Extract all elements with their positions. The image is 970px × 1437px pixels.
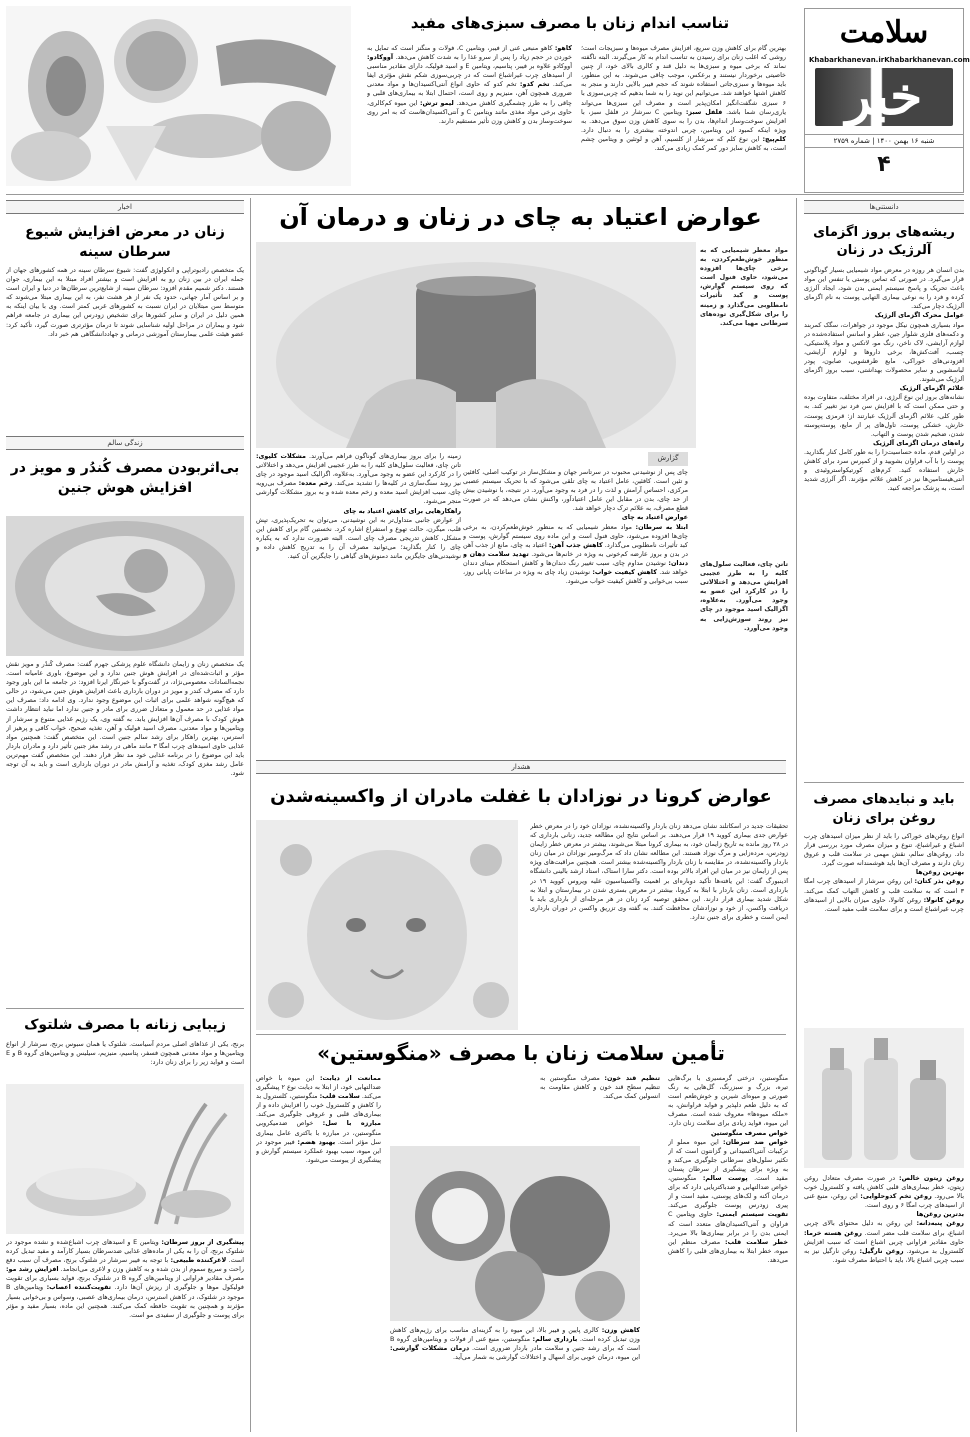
left-news-3-title: زیبایی زنانه با مصرف شلتوک <box>24 1017 226 1033</box>
left-news-2-kicker: زندگی سالم <box>6 436 244 450</box>
mangosteen-photo <box>390 1146 640 1321</box>
right-col-body1: بدن انسان هر روزه در معرض مواد شیمیایی بسیار گوناگونی قرار می‌گیرد. در صورتی که تماس پوستی یا تنفس این مواد باعث تحریک و پاسخ سیستم ایمنی بدن شود، ایجاد آلرژی کرده و فرد را به نوعی بیماری التهابی پوست به نام اگزمای آلرژیک دچار می‌کند. عوامل محرک اگزمای آلرژیک مواد بسیاری همچون نیکل موجود در جواهرات، سگک کمربند و دکمه‌های فلزی شلوار جین، عطر و اسانس استفاده‌شده در لوازم آرایشی، لاک ناخن، رنگ مو، لاتکس و مواد پلاستیکی، چسب، آفت‌کش‌ها، برخی داروها و لوازم آرایشی، افزودنی‌های خوراکی، مایع ظرفشویی، صابون، پودر لباسشویی و سایر محصولات بهداشتی، سبب بروز اگزمای آلرژیک می‌شوند. علائم اگزمای آلرژیک نشانه‌های بروز این نوع آلرژی، در افراد مختلف، متفاوت بوده و حتی ممکن است که با افزایش سن فرد نیز تغییر کند. به طور کلی، علائم اگزمای آلرژیک عبارتند از: قرمزی پوست، خارش، خشکی پوست، تاول‌های پر از مایع، پوسته‌پوسته شدن، ضخیم شدن پوست و التهاب. راه‌های درمان اگزمای آلرژیک در اولین قدم، ماده حساسیت‌زا را به طور کامل کنار بگذارید. پوست را با آب فراوان بشویید و از کمپرس سرد برای کاهش خارش استفاده کنید. کرم‌های کورتیکواستروئیدی و آنتی‌هیستامین‌ها نیز در کاهش علائم مؤثرند. اگر آلرژی شدید است، به پزشک مراجعه کنید. <box>804 266 964 493</box>
left-news-3-body: پیشگیری از بروز سرطان: ویتامین E و اسیدهای چرب اشباع‌شده و نشده موجود در شلتوک برنج، آن را به یکی از ماده‌های غذایی ضدسرطان بسیار کارآمد و مفید تبدیل کرده است. لاغرکننده طبیعی: با توجه به فیبر سرشار در شلتوک برنج، مصرف آن سبب دفع راحت و سریع سموم از بدن شده و به کاهش وزن و لاغری می‌انجامد. افزایش رشد مو: مصرف مقادیر فراوانی از ویتامین‌های گروه B در شلتوک برنج، فواید بسیاری برای تقویت فولیکول موها و جلوگیری از ریزش آن‌ها دارد. تقویت‌کننده اعصاب: ویتامین‌های B موجود در شلتوک، در کاهش استرس، درمان بیماری‌های عصبی، وسواس و بی‌خوابی بسیار مؤثرند و همچنین به تقویت حافظه کمک می‌کنند. همچنین این ماده، بسیار مفید و مؤثر برای پوست و جلوگیری از سفیدی مو است. <box>6 1238 244 1319</box>
right-col-body3: روغن زیتون خالص: در صورت مصرف متعادل روغن زیتون، خطر بیماری‌های قلبی کاهش یافته و کلسترول خوب بالا می‌رود. روغن تخم کدوحلوایی: این روغن، منبع غنی از اسیدهای چرب امگا ۶ و روی است. بدترین روغن‌ها روغن پنبه‌دانه: این روغن به دلیل محتوای بالای چربی اشباع، برای سلامت قلب مضر است. روغن هسته خرما: حاوی مقادیر فراوانی چربی اشباع است که سبب افزایش کلسترول بد می‌شود. روغن نارگیل: روغن نارگیل نیز به سبب چربی اشباع بالا، باید با احتیاط مصرف شود. <box>804 1174 964 1264</box>
top-article-col2: کاهو: کاهو منبعی غنی از فیبر، ویتامین C، فولات و منگنز است که تمایل به خوردن در حجم زیاد را پس از سرو غذا را به شدت کاهش می‌دهد. آووکادو: آووکادو علاوه بر فیبر، پتاسیم، ویتامین E و اسید فولیک، دارای مقادیر مناسبی از اسیدهای چرب غیراشباع است که در چربی‌سوزی شکم نقش مؤثری ایفا می‌کند. تخم کدو: تخم کدو که حاوی انواع آنتی‌اکسیدان‌ها و مواد معدنی ضروری همچون آهن، منیزیم و روی است، احتمال ابتلا به بیماری‌های قلبی و چاقی را به طرز چشمگیری کاهش می‌دهد. لیمو ترش: این میوه کم‌کالری، حاوی برخی مواد مغذی مانند ویتامین C و آنتی‌اکسیدان‌هاست که به امر روی سوخت‌وساز بدن و کاهش وزن تأثیر مستقیم دارند. <box>367 44 572 125</box>
site-url-2[interactable]: Khabarkhanevan.com <box>884 56 970 64</box>
tea-photo <box>256 242 696 448</box>
corona-body: تحقیقات جدید در اسکاتلند نشان می‌دهد زنان باردار واکسینه‌نشده، نوزادان خود را در معرض خطر عوارض جدی بیماری کووید ۱۹ قرار می‌دهند. بر اساس نتایج این مطالعه جدید، زنانی بارداری که در ۲۸ روز مانده به تاریخ زایمان خود، به بیماری کرونا مبتلا می‌شوند، بیشتر در معرض خطر زایمان زودرس، مرده‌زایی و مرگ نوزاد هستند. این مطالعه نشان داد که مرگ‌ومیر نوزادان در میان زنان باردار واکسینه‌نشده، در مقایسه با زنان باردار واکسینه‌شده بیشتر است. همچنین مراقبت‌های ویژه پس از زایمان نیز در میان این افراد بالاتر بوده است. دکتر سارا استاک، استاد ارشد بالینی دانشگاه ادینبورگ گفت: این یافته‌ها تأکید دوباره‌ای بر اهمیت واکسیناسیون علیه ویروس کووید ۱۹ در بارداری است. زنان باردار با ابتلا به کرونا، بیشتر در معرض بستری شدن در بیمارستان و ابتلا به شکل شدید بیماری قرار دارند. این محقق توصیه کرد زنان در هر مرحله‌ای از بارداری باید با دریافت واکسن، از خود و نوزادشان محافظت کنند. به گفته وی تزریق واکسن در دوران بارداری ایمن است و خطری برای جنین ندارد. <box>530 822 788 921</box>
right-col-title2: باید و نبایدهای مصرف روغن برای زنان <box>813 792 955 826</box>
tea-sidebar-lead: مواد معطر شیمیایی که به منظور خوش‌طعم‌کردن، به برخی چای‌ها افزوده می‌شود، حاوی فنول است که روی سیستم گوارش، پوست و کبد تأثیرات نامطلوبی می‌گذارد و زمینه را برای شکل‌گیری توده‌های سرطانی مهیا می‌کند. <box>700 246 788 327</box>
corona-kicker: هشدار <box>256 760 786 774</box>
mangosteen-title: تأمین سلامت زنان با مصرف «منگوستین» <box>317 1041 725 1065</box>
logo-text: خبر <box>845 66 923 127</box>
mangosteen-col2: تنظیم قند خون: مصرف منگوستین به تنظیم سطح قند خون و کاهش مقاومت به انسولین کمک می‌کند. <box>540 1074 660 1101</box>
top-article-col1: بهترین گام برای کاهش وزن سریع، افزایش مصرف میوه‌ها و سبزیجات است؛ روشی که اغلب زنان برای رسیدن به تناسب اندام به کار می‌گیرند. البته ناگفته نماند که برخی میوه و سبزی‌ها به دلیل قند و کالری بالای خود، از چنین خاصیتی برخوردار نیستند و برعکس، موجب چاقی می‌شوند. به این منظور، باید میوه‌ها و سبزی‌جاتی استفاده شوند که حجم فیبر بالایی دارند و منجر به کاهش اشتها خواهند شد. می‌توانیم این نوید را به شما بدهیم که چربی‌سوزی با ۶ سبزی شگفت‌انگیز امکان‌پذیر است و مصرف این سبزی‌ها می‌تواند یاری‌رسان شما باشد. فلفل سبز: ویتامین C سرشار در فلفل سبز، با افزایش سوخت‌وساز اندام‌ها، بدن را به سوی کاهش وزن سوق می‌دهد. به ویژه اینکه کمبود این ویتامین، چربی اندوخته بیشتری را به دنبال دارد. کلم‌پیچ: این نوع کلم که سرشار از کلسیم، آهن و لوتئین و ویتامین چشم است، به کاهش سایز دور کمر کمک زیادی می‌کند. <box>581 44 786 153</box>
masthead <box>804 8 970 193</box>
right-col-title1: ریشه‌های بروز اگزمای آلرژیک در زنان <box>813 225 955 258</box>
tea-sidebar-lead2: تانن چای، فعالیت سلول‌های کلیه را به طرز عجیبی افزایش می‌دهد و اختلالاتی را در کارکرد این عضو به وجود می‌آورد. به‌علاوه، اگزالیک اسید موجود در چای نیز روند سوزش‌زایی به وجود می‌آورد. <box>700 560 788 632</box>
left-news-2-body: یک متخصص زنان و زایمان دانشگاه علوم پزشکی جهرم گفت: مصرف کُندُر و مویز نقش مؤثر و اثبات‌شده‌ای در افزایش هوش جنین ندارد و این موضوع، باوری عامیانه است. نجمه‌السادات معصومی‌نژاد، در گفت‌وگو با خبرنگار ایرنا افزود: در جامعه ما این باور وجود دارد که مصرف کندر و مویز در دوران بارداری باعث افزایش هوش جنین می‌شود، در حالی که هیچ‌گونه شواهد علمی برای اثبات این موضوع وجود ندارد. وی ادامه داد: مصرف این مواد غذایی در حد معمول و متعادل ضرری برای مادر و جنین ندارد اما نباید انتظار داشت هوش کودک با مصرف آن‌ها افزایش یابد. به گفته وی، یک رژیم غذایی متنوع و سرشار از ویتامین‌ها و مواد معدنی، مصرف اسید فولیک و آهن، تغذیه صحیح، خواب کافی و پرهیز از استرس، بهترین راهکار برای رشد سالم جنین است. این متخصص گفت: همچنین مواد غذایی حاوی اسیدهای چرب امگا ۳ مانند ماهی در رشد مغز جنین تأثیر دارد و مادران باردار باید این موضوع را در برنامه غذایی خود مد نظر قرار دهند. این متخصص گفت مهم‌ترین عامل رشد مغزی کودک، تغذیه و آرامش مادر در دوران بارداری است و باید به آن توجه شود. <box>6 660 244 778</box>
right-col-body2: انواع روغن‌های خوراکی را باید از نظر میزان اسیدهای چرب اشباع و غیراشباع، تنوع و میزان مصرف مورد بررسی قرار داد. روغن‌های سالم، نقش مهمی در سلامت قلب و عروق زنان دارند و مصرف آن‌ها باید هوشمندانه صورت گیرد. بهترین روغن‌ها روغن بذر کتان: این روغن سرشار از اسیدهای چرب امگا ۳ است که به سلامت قلب و کاهش التهاب کمک می‌کند. روغن کانولا: روغن کانولا، حاوی میزان بالایی از اسیدهای چرب غیراشباع است و برای سلامت قلب مفید است. <box>804 832 964 913</box>
mangosteen-col3: ممانعت از دیابت: این میوه با خواص ضدالتهابی خود، از ابتلا به دیابت نوع ۲ پیشگیری می‌کند. سلامت قلب: منگوستین، کلسترول بد را کاهش و کلسترول خوب را افزایش داده و از بیماری‌های قلبی و عروقی جلوگیری می‌کند. مبارزه با سل: خواص ضدمیکروبی منگوستین، در مبارزه با باکتری عامل بیماری سل مؤثر است. بهبود هضم: فیبر موجود در این میوه، سبب بهبود عملکرد سیستم گوارش و پیشگیری از یبوست می‌شود. <box>256 1074 381 1164</box>
corona-title: عوارض کرونا در نوزادان با غفلت مادران از واکسینه‌شدن <box>270 786 772 807</box>
left-news-1-title: زنان در معرض افزایش شیوع سرطان سینه <box>25 224 225 260</box>
fetus-photo <box>6 516 244 656</box>
vegetables-photo <box>6 6 351 186</box>
left-news-1-kicker: اخبار <box>6 200 244 214</box>
tea-col-a: چای پس از نوشیدنی محبوب در سرتاسر جهان و مشکل‌ساز در توکیب اصلی، کافئین و تئین است. کافئین، عامل اعتیاد به چای تلقی می‌شود که با تحریک سیستم عصبی مرکزی، احساس آرامش و لذت را در فرد به وجود می‌آورد. در نتیجه، با نوشیدن بیش از حد چای، بدن در مقابل این عامل اعتیادآور، واکنش نشان می‌دهد که در صورت قطع مصرف، به علائم ترک دچار خواهد شد. عوارض اعتیاد به چای ابتلا به سرطان: مواد معطر شیمیایی که به منظور خوش‌طعم‌کردن، به برخی چای‌ها افزوده می‌شود، حاوی فنول است و این ماده روی سیستم گوارش، پوست و کبد تأثیرات نامطلوبی می‌گذارد. کاهش جذب آهن: اعتیاد به چای، مانع از جذب آهن در بدن و بروز عارضه کم‌خونی به ویژه در خانم‌ها می‌شود. تهدید سلامت دهان و دندان: نوشیدن مداوم چای، سبب تغییر رنگ دندان‌ها و کاهش استحکام مینای دندان خواهد شد. کاهش کیفیت خواب: نوشیدن زیاد چای به ویژه در ساعات پایانی روز، سبب بی‌خوابی و کاهش کیفیت خواب می‌شود. <box>463 468 688 586</box>
main-article-title: عوارض اعتیاد به چای در زنان و درمان آن <box>279 203 762 231</box>
mangosteen-col4: کاهش وزن: کالری پایین و فیبر بالا، این میوه را به گزینه‌ای مناسب برای رژیم‌های کاهش وزن تبدیل کرده است. بارداری سالم: منگوستین، منبع غنی از فولات و ویتامین‌های گروه B است که برای رشد جنین و سلامت مادر باردار ضروری است. درمان مشکلات گوارشی: این میوه، درمان خوبی برای اسهال و اختلالات گوارشی به شمار می‌آید. <box>390 1326 640 1362</box>
oil-bottles-photo <box>804 1028 964 1168</box>
left-news-2-title: بی‌اثربودن مصرف کُندُر و مویز در افزایش هوش جنین <box>10 460 240 496</box>
top-article-title: تناسب اندام زنان با مصرف سبزی‌های مفید <box>410 14 730 32</box>
section-name: سلامت <box>839 15 929 50</box>
rice-photo <box>6 1084 244 1234</box>
right-col-kicker: دانستنی‌ها <box>804 200 964 214</box>
site-url[interactable]: Khabarkhanevan.ir <box>809 56 885 64</box>
left-news-3-intro: برنج، یکی از غذاهای اصلی مردم آسیاست. شلتوک یا همان سبوس برنج، سرشار از انواع ویتامین‌ها و مواد معدنی همچون فسفر، پتاسیم، منیزیم، سیلیس و ویتامین‌های گروه B و E است و فواید زیر را برای زنان دارد: <box>6 1040 244 1067</box>
left-news-1-body: یک متخصص رادیوتراپی و انکولوژی گفت: شیوع سرطان سینه در همه کشورهای جهان از جمله ایران در بین زنان رو به افزایش است و بیشتر افراد مبتلا به این بیماری، جوان هستند. دکتر شمیم مقدم افزود: سرطان سینه از شایع‌ترین سرطان‌ها در دنیا و ایران است و بر اساس آمار جهانی، حدود یک نفر از هر هشت نفر، به این بیماری مبتلا می‌شوند که متوسط سن مبتلایان در ایران نسبت به کشورهای غربی کمتر است. وی با بیان اینکه به همین دلیل در ایران و سایر کشورها برای تشخیص زودرس این بیماری در جامعه فراهم شود و بیماران در مراحل اولیه شناسایی شوند تا درمان مؤثرتری صورت گیرد، تأکید کرد: عضو هیئت علمی بیمارستان آموزشی درمانی و جهاددانشگاهی هم خبر داد. <box>6 266 244 338</box>
logo <box>815 68 953 126</box>
main-article-kicker: گزارش <box>648 452 688 466</box>
mangosteen-col1: منگوستین، درختی گرمسیری با برگ‌هایی تیره، بزرگ و سبزرنگ، گل‌هایی به رنگ صورتی و میوه‌ای شیرین و خوش‌طعم است که به دلیل طعم دلپذیر و فواید فراوانش، به «ملکه میوه‌ها» معروف شده است. مصرف این میوه، فواید زیادی برای سلامت زنان دارد. خواص مصرف منگوستین خواص ضد سرطان: این میوه مملو از ترکیبات آنتی‌اکسیدانی و گزانتون است که از تکثیر سلول‌های سرطانی جلوگیری می‌کند و به ویژه برای پیشگیری از سرطان پستان مفید است. پوست سالم: منگوستین، خواص ضدالتهابی و ضدباکتریایی دارد که برای درمان آکنه و لک‌های پوستی، مفید است و از پیری زودرس پوست جلوگیری می‌کند. تقویت سیستم ایمنی: حاوی ویتامین C فراوان و آنتی‌اکسیدان‌های متعدد است که ایمنی بدن را در برابر بیماری‌ها بالا می‌برد. خطر سلامت قلب: مصرف منظم این میوه، خطر ابتلا به بیماری‌های قلبی را کاهش می‌دهد. <box>668 1074 788 1264</box>
baby-photo <box>256 820 518 1030</box>
date-line: شنبه ۱۶ بهمن ۱۴۰۰ | شماره ۲۷۵۹ <box>805 134 963 148</box>
page-number: ۴ <box>877 152 891 177</box>
tea-col-b: زمینه را برای بروز بیماری‌های گوناگون فراهم می‌آورند. مشکلات کلیوی: تانن چای، فعالیت سلول‌های کلیه را به طرز عجیبی افزایش می‌دهد و اختلالاتی را در کارکرد این عضو به وجود می‌آورد. به‌علاوه، اگزالیک اسید موجود در چای نیز روند سنگ‌سازی در کلیه‌ها را تشدید می‌کند. زخم معده: مصرف بی‌رویه چای، سبب افزایش اسید معده و زخم معده شده و به بروز مشکلات گوارشی منجر می‌شود. راهکارهایی برای کاهش اعتیاد به چای از عوارض جانبی متداول‌تر به این نوشیدنی، می‌توان به تحریک‌پذیری، تپش قلب، میگرن، حالت تهوع و استفراغ اشاره کرد. نخستین گام برای کاهش این مشکل، کاهش تدریجی مصرف چای است. البته ضرورت ندارد که به یکباره چای را کنار بگذارید؛ می‌توانید مصرف آن را به تدریج کاهش داده و نوشیدنی‌های جایگزین مانند دمنوش‌های گیاهی را جایگزین آن کنید. <box>256 452 461 561</box>
